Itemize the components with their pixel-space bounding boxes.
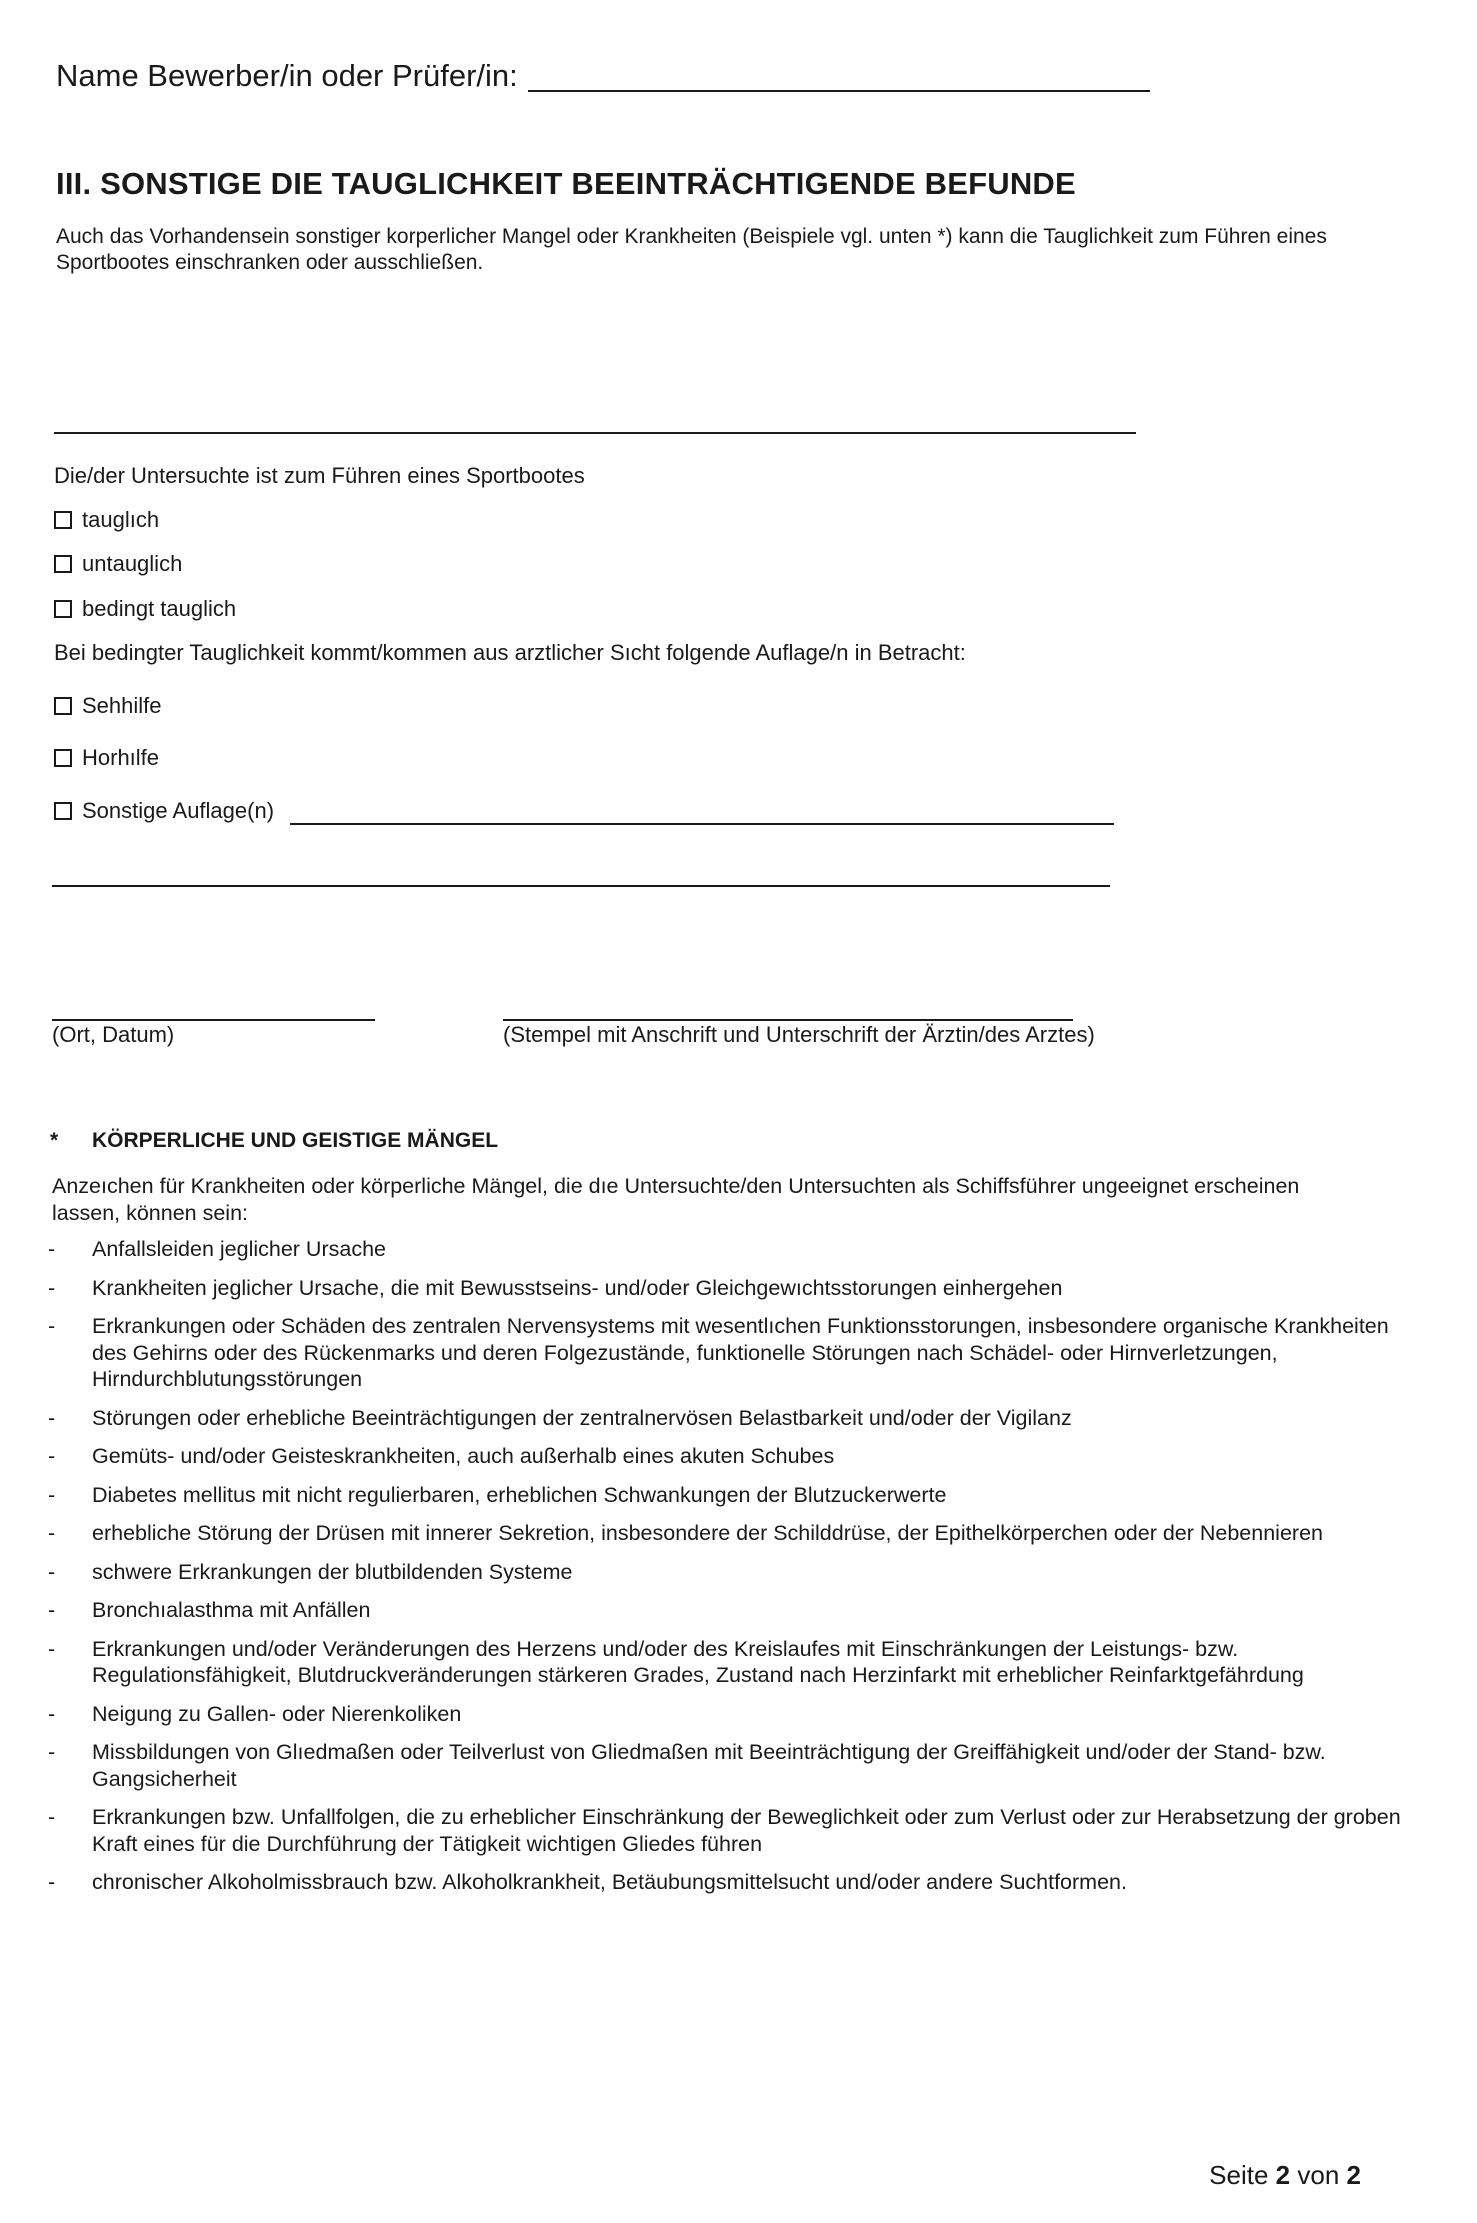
findings-entry-line[interactable] xyxy=(54,432,1136,434)
condition-glasses[interactable] xyxy=(54,693,162,719)
page-prefix: Seite xyxy=(1209,2160,1269,2190)
defects-list xyxy=(48,1236,1408,1908)
condition-hearing-aid-label: Horhılfe xyxy=(82,745,160,770)
condition-hearing-aid[interactable] xyxy=(54,745,159,771)
condition-glasses-label: Sehhilfe xyxy=(82,693,162,718)
page-mid: von xyxy=(1297,2160,1340,2190)
section-title: III. SONSTIGE DIE TAUGLICHKEIT BEEINTRÄCHTIGENDE BEFUNDE xyxy=(56,166,1076,201)
list-item: - Missbildungen von Glıedmaßen oder Teilverlust von Gliedmaßen mit Beeinträchtigung der Greiffähigkeit und/oder der Stand- bzw. Gangsicherheit xyxy=(48,1739,1408,1792)
list-item: - Erkrankungen oder Schäden des zentralen Nervensystems mit wesentlıchen Funktionsstorungen, insbesondere organische Krankheiten des Gehirns oder des Rückenmarks und deren Folgezustände, funktionelle Störungen nach Schädel- oder Hirnverletzungen, Hirndurchblutungsstörungen xyxy=(48,1313,1408,1393)
assessment-lead: Die/der Untersuchte ist zum Führen eines Sportbootes xyxy=(54,463,585,488)
option-conditionally-fit-label: bedingt tauglich xyxy=(82,596,237,621)
list-item: - schwere Erkrankungen der blutbildenden Systeme xyxy=(48,1559,1408,1586)
list-item: - chronischer Alkoholmissbrauch bzw. Alkoholkrankheit, Betäubungsmittelsucht und/oder andere Suchtformen. xyxy=(48,1869,1408,1896)
place-date-label: (Ort, Datum) xyxy=(52,1022,175,1047)
checkbox-glasses[interactable] xyxy=(54,697,72,715)
option-conditionally-fit[interactable] xyxy=(54,596,236,622)
list-item: - Diabetes mellitus mit nicht regulierbaren, erheblichen Schwankungen der Blutzuckerwerte xyxy=(48,1482,1408,1509)
checkbox-conditionally-fit[interactable] xyxy=(54,600,72,618)
list-item: - Anfallsleiden jeglicher Ursache xyxy=(48,1236,1408,1263)
applicant-name-label: Name Bewerber/in oder Prüfer/in: xyxy=(56,58,518,93)
list-item: - Krankheiten jeglicher Ursache, die mit Bewusstseins- und/oder Gleichgewıchtsstorungen einhergehen xyxy=(48,1275,1408,1302)
condition-other[interactable] xyxy=(54,798,274,824)
list-item: - Gemüts- und/oder Geisteskrankheiten, auch außerhalb eines akuten Schubes xyxy=(48,1443,1408,1470)
checkbox-hearing-aid[interactable] xyxy=(54,749,72,767)
page-current: 2 xyxy=(1275,2160,1291,2190)
other-conditions-line-2[interactable] xyxy=(52,885,1110,887)
list-item: - Erkrankungen bzw. Unfallfolgen, die zu erheblicher Einschränkung der Beweglichkeit oder zum Verlust oder zur Herabsetzung der groben Kraft eines für die Durchführung der Tätigkeit wichtigen Gliedes führen xyxy=(48,1804,1408,1857)
page-total: 2 xyxy=(1346,2160,1361,2190)
stamp-signature-line[interactable] xyxy=(503,1019,1073,1021)
defects-intro: Anzeıchen für Krankheiten oder körperliche Mängel, die dıe Untersuchte/den Untersuchten als Schiffsführer ungeeignet erscheinen lassen, können sein: xyxy=(52,1174,1300,1225)
conditional-lead: Bei bedingter Tauglichkeit kommt/kommen aus arztlicher Sıcht folgende Auflage/n in Betracht: xyxy=(54,640,966,665)
option-unfit[interactable] xyxy=(54,551,182,577)
other-conditions-line[interactable] xyxy=(290,823,1114,825)
checkbox-unfit[interactable] xyxy=(54,555,72,573)
section-intro: Auch das Vorhandensein sonstiger korperlicher Mangel oder Krankheiten (Beispiele vgl. unten *) kann die Tauglichkeit zum Führen eines Sportbootes einschranken oder ausschließen. xyxy=(56,225,1327,274)
option-fit-label: tauglıch xyxy=(82,507,160,532)
list-item: - Erkrankungen und/oder Veränderungen des Herzens und/oder des Kreislaufes mit Einschränkungen der Leistungs- bzw. Regulationsfähigkeit, Blutdruckveränderungen stärkeren Grades, Zustand nach Herzinfarkt mit erheblicher Reinfarktgefährdung xyxy=(48,1636,1408,1689)
defects-heading: KÖRPERLICHE UND GEISTIGE MÄNGEL xyxy=(92,1129,499,1152)
option-unfit-label: untauglich xyxy=(82,551,183,576)
checkbox-other[interactable] xyxy=(54,802,72,820)
stamp-signature-label: (Stempel mit Anschrift und Unterschrift der Ärztin/des Arztes) xyxy=(503,1022,1095,1047)
place-date-line[interactable] xyxy=(52,1019,375,1021)
list-item: - erhebliche Störung der Drüsen mit innerer Sekretion, insbesondere der Schilddrüse, der Epithelkörperchen oder der Nebennieren xyxy=(48,1520,1408,1547)
list-item: - Störungen oder erhebliche Beeinträchtigungen der zentralnervösen Belastbarkeit und/oder der Vigilanz xyxy=(48,1405,1408,1432)
list-item: - Bronchıalasthma mit Anfällen xyxy=(48,1597,1408,1624)
list-item: - Neigung zu Gallen- oder Nierenkoliken xyxy=(48,1701,1408,1728)
checkbox-fit[interactable] xyxy=(54,511,72,529)
condition-other-label: Sonstige Auflage(n) xyxy=(82,798,275,823)
defects-marker: * xyxy=(50,1129,59,1152)
page-number xyxy=(1209,2160,1361,2191)
option-fit[interactable] xyxy=(54,507,159,533)
applicant-name-field[interactable] xyxy=(528,90,1150,92)
